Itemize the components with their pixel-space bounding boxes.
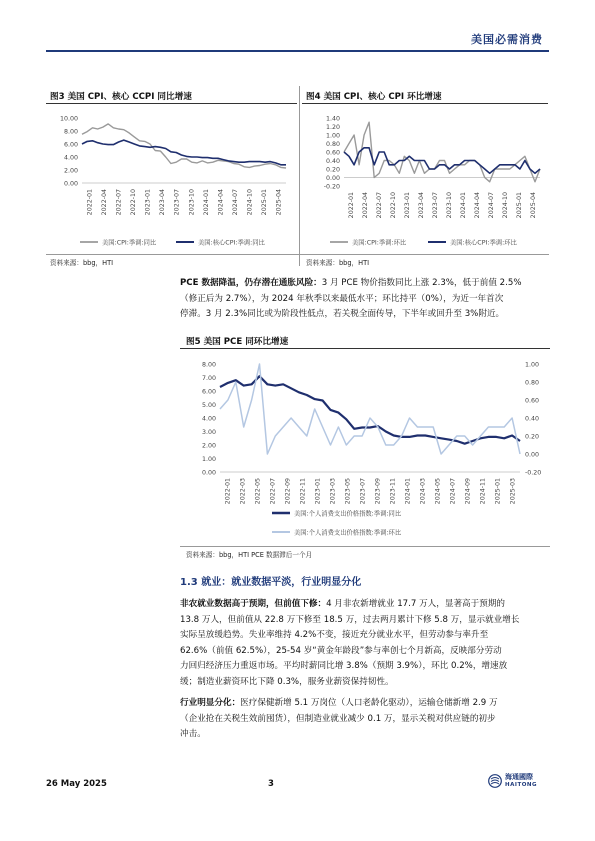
pce-line: 3 月 PCE 物价指数同比上涨 2.3%，低于前值 2.5%	[321, 278, 522, 288]
y-right-tick-label: 0.80	[525, 379, 540, 387]
legend-label: 美国:核心CPI:季调:环比	[450, 239, 517, 247]
x-tick-label: 2024-09	[464, 478, 472, 505]
x-tick-label: 2024-03	[419, 478, 427, 505]
x-tick-label: 2022-04	[100, 189, 108, 216]
fig5-title-rule	[180, 348, 550, 349]
x-tick-label: 2023-03	[329, 478, 337, 505]
x-tick-label: 2022-03	[239, 478, 247, 505]
legend-label: 美国:CPI:季调:环比	[352, 239, 407, 247]
x-tick-label: 2022-10	[390, 192, 397, 219]
x-tick-label: 2023-01	[314, 478, 322, 505]
y-tick-label: 1.00	[201, 455, 216, 463]
y-tick-label: 6.00	[63, 141, 78, 149]
fig3-title-rule	[46, 103, 297, 104]
x-tick-label: 2022-07	[115, 189, 123, 216]
y-right-tick-label: 1.00	[525, 361, 540, 369]
y-tick-label: 0.00	[325, 174, 340, 182]
pce-paragraph	[180, 276, 550, 323]
legend-label: 美国:核心CPI:季调:同比	[198, 239, 265, 247]
fig3-chart	[46, 106, 297, 254]
x-tick-label: 2023-01	[404, 192, 411, 219]
x-tick-label: 2025-04	[530, 192, 537, 219]
y-tick-label: -0.20	[323, 183, 340, 191]
industry-line: 医疗保健新增 5.1 万岗位（人口老龄化驱动），运输仓储新增 2.9 万	[240, 698, 498, 708]
industry-lead: 行业明显分化：	[180, 698, 241, 708]
x-tick-label: 2024-01	[202, 189, 210, 216]
x-tick-label: 2024-04	[217, 189, 225, 216]
haitong-logo-icon	[488, 774, 502, 788]
y-tick-label: 4.00	[201, 415, 216, 423]
x-tick-label: 2024-07	[232, 189, 239, 216]
pce-lead: PCE 数据降温，仍存潜在通胀风险：	[180, 278, 322, 288]
figure-divider	[299, 86, 300, 266]
x-tick-label: 2022-01	[224, 478, 232, 505]
fig4-source: 资料来源：bbg，HTI	[306, 259, 370, 267]
industry-paragraph	[180, 696, 550, 743]
x-tick-label: 2024-10	[502, 192, 509, 219]
y-tick-label: 5.00	[201, 401, 216, 409]
x-tick-label: 2024-04	[474, 192, 481, 219]
x-tick-label: 2024-07	[449, 478, 457, 505]
y-tick-label: 2.00	[201, 442, 216, 450]
legend-label: 美国:CPI:季调:同比	[102, 239, 157, 247]
fig5-chart	[180, 350, 550, 546]
x-tick-label: 2023-10	[446, 192, 453, 219]
x-tick-label: 2023-07	[432, 192, 439, 219]
x-tick-label: 2022-09	[284, 478, 292, 505]
employment-paragraph	[180, 597, 550, 691]
y-tick-label: 3.00	[201, 428, 216, 436]
x-tick-label: 2025-04	[275, 189, 283, 216]
x-tick-label: 2025-01	[494, 478, 502, 505]
x-tick-label: 2023-11	[389, 478, 397, 505]
x-tick-label: 2024-11	[479, 478, 487, 505]
y-tick-label: 0.60	[325, 149, 340, 157]
y-tick-label: 7.00	[201, 374, 216, 382]
y-tick-label: 0.20	[325, 166, 340, 174]
legend-label: 美国:个人消费支出价格指数:季调:环比	[294, 529, 402, 537]
y-tick-label: 0.00	[63, 180, 78, 188]
x-tick-label: 2023-01	[144, 189, 152, 216]
employment-line: 实际呈放缓趋势。失业率维持 4.2%不变，接近充分就业水平，但劳动参与率升至	[180, 630, 489, 641]
x-tick-label: 2024-10	[246, 189, 254, 216]
series-line	[344, 122, 540, 182]
x-tick-label: 2023-09	[374, 478, 382, 505]
y-tick-label: 8.00	[63, 128, 78, 136]
x-tick-label: 2022-07	[376, 192, 383, 219]
y-right-tick-label: 0.00	[525, 451, 540, 459]
y-tick-label: 1.40	[325, 115, 340, 123]
x-tick-label: 2025-03	[509, 478, 517, 505]
x-tick-label: 2023-07	[359, 478, 367, 505]
y-tick-label: 1.00	[325, 132, 340, 140]
x-tick-label: 2025-01	[516, 192, 523, 219]
x-tick-label: 2022-07	[269, 478, 277, 505]
x-tick-label: 2024-01	[404, 478, 412, 505]
y-right-tick-label: 0.20	[525, 433, 540, 441]
y-tick-label: 10.00	[59, 115, 78, 123]
section-heading: 1.3 就业：就业数据平淡，行业明显分化	[180, 577, 362, 588]
x-tick-label: 2022-01	[86, 189, 94, 216]
logo-cn-text: 海通國際	[505, 773, 534, 781]
series-line	[82, 140, 286, 165]
x-tick-label: 2022-01	[348, 192, 355, 219]
haitong-logo	[488, 773, 537, 789]
pce-line: 停滞。3 月 2.3%同比或为阶段性低点，若关税全面传导，下半年或回升至 3%附近。	[180, 309, 505, 320]
y-right-tick-label: -0.20	[525, 469, 542, 477]
x-tick-label: 2022-05	[254, 478, 262, 505]
industry-line: 冲击。	[180, 729, 206, 740]
y-right-tick-label: 0.40	[525, 415, 540, 423]
y-tick-label: 4.00	[63, 154, 78, 162]
pce-line: （修正后为 2.7%），为 2024 年秋季以来最低水平；环比持平（0%），为近一年首次	[180, 293, 504, 304]
y-tick-label: 1.20	[325, 123, 340, 131]
fig3-source: 资料来源：bbg，HTI	[50, 259, 114, 267]
x-tick-label: 2024-01	[460, 192, 467, 219]
x-tick-label: 2022-10	[130, 189, 137, 216]
fig4-chart	[302, 106, 549, 254]
employment-line: 缓；制造业薪资环比下降 0.3%，服务业薪资保持韧性。	[180, 676, 394, 687]
employment-line: 4 月非农新增就业 17.7 万人，显著高于预期的	[326, 599, 506, 609]
logo-en-text: HAITONG	[505, 782, 537, 788]
employment-line: 力回归经济压力重返市场。平均时薪同比增 3.8%（预期 3.9%），环比 0.2%，增速放	[180, 661, 508, 672]
footer-date: 26 May 2025	[46, 779, 107, 789]
y-right-tick-label: 0.60	[525, 397, 540, 405]
top-figures-bottom-rule	[46, 254, 549, 255]
y-tick-label: 0.00	[201, 469, 216, 477]
fig4-title-rule	[302, 103, 548, 104]
employment-line: 62.6%（前值 62.5%），25-54 岁“黄金年龄段”参与率创七个月新高，反映部分劳动	[180, 645, 502, 656]
header-rule	[46, 50, 549, 52]
x-tick-label: 2023-05	[344, 478, 352, 505]
x-tick-label: 2024-07	[488, 192, 495, 219]
y-tick-label: 8.00	[201, 361, 216, 369]
x-tick-label: 2024-05	[434, 478, 442, 505]
y-tick-label: 2.00	[63, 167, 78, 175]
employment-lead: 非农就业数据高于预期，但前值下修：	[180, 599, 327, 609]
industry-line: （企业抢在关税生效前囤货），但制造业就业减少 0.1 万，显示关税对供应链的初步	[180, 713, 496, 724]
x-tick-label: 2023-07	[173, 189, 181, 216]
fig3-title: 图3 美国 CPI、核心 CCPI 同比增速	[50, 92, 192, 102]
legend-label: 美国:个人消费支出价格指数:季调:同比	[294, 510, 402, 518]
x-tick-label: 2022-04	[362, 192, 369, 219]
header-title: 美国必需消费	[471, 33, 543, 46]
y-tick-label: 6.00	[201, 388, 216, 396]
y-tick-label: 0.80	[325, 140, 340, 148]
x-tick-label: 2022-11	[299, 478, 307, 505]
employment-line: 13.8 万人，但前值从 22.8 万下修至 18.5 万，过去两月累计下修 5.8 万，显示就业增长	[180, 614, 520, 625]
x-tick-label: 2023-10	[188, 189, 196, 216]
x-tick-label: 2023-04	[418, 192, 425, 219]
x-tick-label: 2025-01	[261, 189, 269, 216]
fig5-bottom-rule	[180, 546, 550, 547]
fig5-title: 图5 美国 PCE 同环比增速	[186, 337, 289, 347]
y-tick-label: 0.40	[325, 157, 340, 165]
x-tick-label: 2023-04	[159, 189, 167, 216]
fig4-title: 图4 美国 CPI、核心 CPI 环比增速	[306, 92, 442, 102]
page-number: 3	[268, 779, 274, 789]
fig5-source: 资料来源：bbg，HTI PCE 数据滞后一个月	[186, 551, 313, 559]
